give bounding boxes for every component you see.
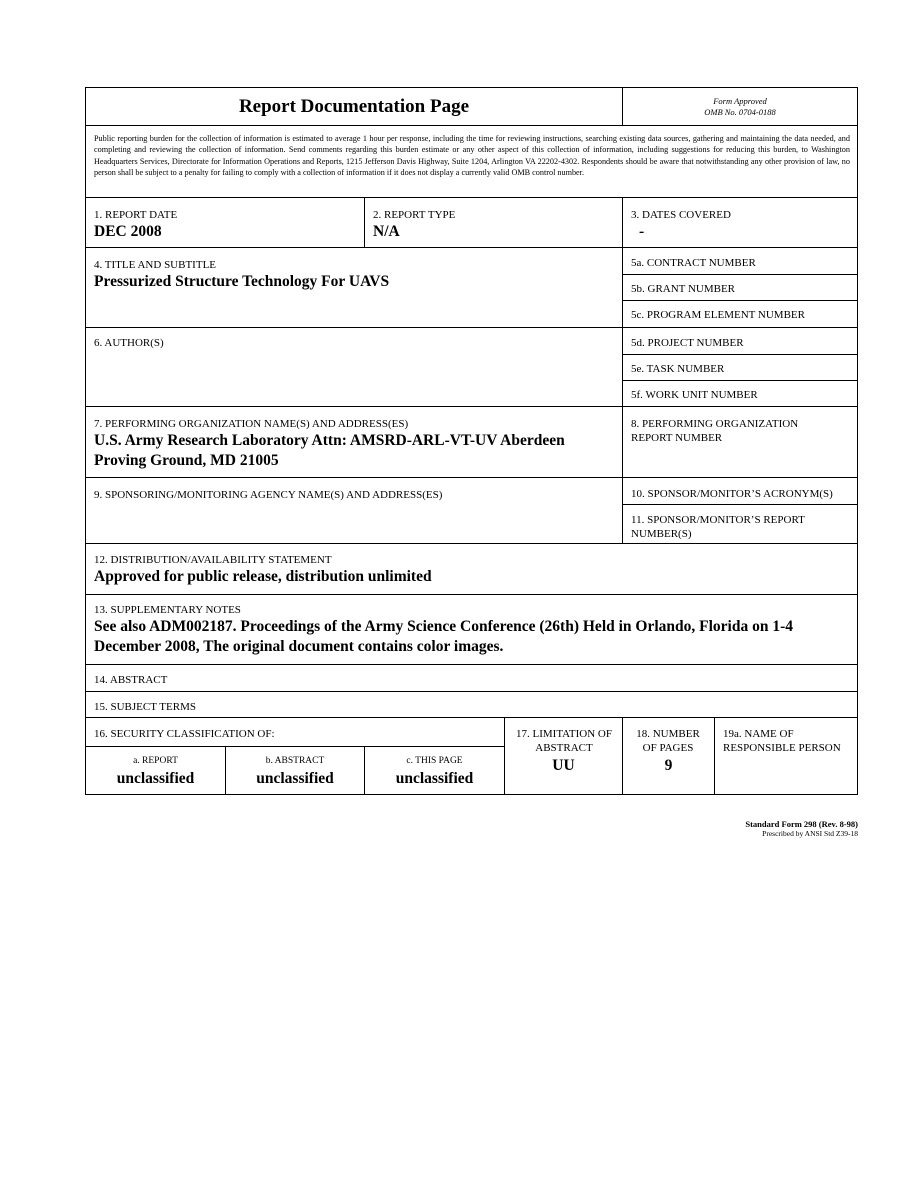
prescribed-by: Prescribed by ANSI Std Z39-18 (762, 829, 858, 838)
work-unit-label: 5f. WORK UNIT NUMBER (631, 389, 758, 401)
omb-number: OMB No. 0704-0188 (704, 107, 776, 117)
performing-org-label: 7. PERFORMING ORGANIZATION NAME(S) AND ADDRESS(ES) (94, 418, 409, 430)
grant-number-label: 5b. GRANT NUMBER (631, 283, 736, 295)
supplementary-label: 13. SUPPLEMENTARY NOTES (94, 604, 241, 616)
project-number-label: 5d. PROJECT NUMBER (631, 337, 744, 349)
supplementary-value: See also ADM002187. Proceedings of the Army Science Conference (26th) Held in Orlando, Florida on 1-4 December 2008, The original document contains color images. (94, 618, 794, 655)
num-pages-label: 18. NUMBER OF PAGES (636, 728, 700, 754)
form-id: Standard Form 298 (Rev. 8-98) (745, 819, 858, 829)
performing-org-value: U.S. Army Research Laboratory Attn: AMSRD-ARL-VT-UV Aberdeen Proving Ground, MD 21005 (94, 432, 565, 469)
report-type-value: N/A (373, 223, 400, 240)
dates-covered-cell (622, 197, 857, 247)
sponsor-acronym-cell (622, 477, 857, 504)
project-number-cell (622, 327, 857, 354)
security-abstract-cell (225, 746, 364, 794)
task-number-cell (622, 354, 857, 380)
title-cell (86, 247, 622, 327)
authors-label: 6. AUTHOR(S) (94, 337, 164, 349)
limitation-value: UU (552, 757, 575, 774)
program-element-label: 5c. PROGRAM ELEMENT NUMBER (631, 309, 805, 321)
limitation-cell (504, 717, 622, 794)
distribution-cell (86, 543, 857, 594)
security-abstract-label: b. ABSTRACT (265, 756, 325, 766)
sponsoring-agency-cell (86, 477, 622, 543)
performing-org-cell (86, 406, 622, 477)
burden-statement: Public reporting burden for the collection of information is estimated to average 1 hour per response, including the time for reviewing instructions, searching existing data sources, gathering and maintaining the data needed, and completing and reviewing the collection of information. Send comments regarding this burden estimate or any other aspect of this collection of information, including suggestions for reducing this burden, to Washington Headquarters Services, Directorate for Information Operations and Reports, 1215 Jefferson Davis Highway, Suite 1204, Arlington VA 22202-4302. Respondents should be aware that notwithstanding any other provision of law, no person shall be subject to a penalty for failing to comply with a collection of information if it does not display a currently valid OMB control number. (94, 134, 850, 177)
sponsor-acronym-label: 10. SPONSOR/MONITOR’S ACRONYM(S) (631, 488, 833, 500)
work-unit-cell (622, 380, 857, 406)
security-this-page-label: c. THIS PAGE (406, 756, 463, 766)
distribution-value: Approved for public release, distribution unlimited (94, 568, 432, 585)
title-value: Pressurized Structure Technology For UAVS (94, 273, 390, 290)
page-title: Report Documentation Page (238, 96, 470, 117)
contract-number-cell (622, 247, 857, 274)
security-classification-label: 16. SECURITY CLASSIFICATION OF: (94, 728, 275, 740)
security-report-value: unclassified (116, 770, 195, 787)
distribution-label: 12. DISTRIBUTION/AVAILABILITY STATEMENT (94, 554, 332, 566)
security-this-page-cell (364, 746, 504, 794)
performing-report-label: 8. PERFORMING ORGANIZATION REPORT NUMBER (631, 418, 799, 444)
report-type-cell (364, 197, 622, 247)
sponsor-report-label: 11. SPONSOR/MONITOR’S REPORT NUMBER(S) (631, 514, 805, 540)
subject-terms-label: 15. SUBJECT TERMS (94, 701, 196, 713)
limitation-label: 17. LIMITATION OF ABSTRACT (516, 728, 612, 754)
title-label: 4. TITLE AND SUBTITLE (94, 259, 217, 271)
dates-covered-label: 3. DATES COVERED (631, 209, 731, 221)
num-pages-cell (622, 717, 714, 794)
responsible-person-label: 19a. NAME OF RESPONSIBLE PERSON (723, 728, 841, 754)
report-type-label: 2. REPORT TYPE (373, 209, 456, 221)
sponsoring-agency-label: 9. SPONSORING/MONITORING AGENCY NAME(S) AND ADDRESS(ES) (94, 489, 443, 501)
abstract-cell (86, 664, 857, 691)
task-number-label: 5e. TASK NUMBER (631, 363, 725, 375)
num-pages-value: 9 (664, 757, 673, 774)
contract-number-label: 5a. CONTRACT NUMBER (631, 257, 756, 269)
form-approved-cell (622, 88, 858, 125)
sponsor-report-cell (622, 504, 857, 543)
authors-cell (86, 327, 622, 406)
subject-terms-cell (86, 691, 857, 717)
report-date-cell (86, 197, 364, 247)
program-element-cell (622, 300, 857, 327)
performing-report-cell (622, 406, 857, 477)
security-this-page-value: unclassified (395, 770, 474, 787)
report-date-value: DEC 2008 (94, 223, 162, 240)
dates-covered-value: - (639, 223, 645, 240)
security-report-cell (86, 746, 225, 794)
abstract-label: 14. ABSTRACT (94, 674, 168, 686)
responsible-person-cell (714, 717, 857, 794)
grant-number-cell (622, 274, 857, 300)
header-title-cell (86, 88, 622, 125)
security-abstract-value: unclassified (256, 770, 334, 787)
report-documentation-form (85, 87, 858, 795)
supplementary-cell (86, 594, 857, 664)
form-approved-label: Form Approved (713, 96, 767, 106)
report-date-label: 1. REPORT DATE (94, 209, 178, 221)
security-report-label: a. REPORT (133, 756, 178, 766)
